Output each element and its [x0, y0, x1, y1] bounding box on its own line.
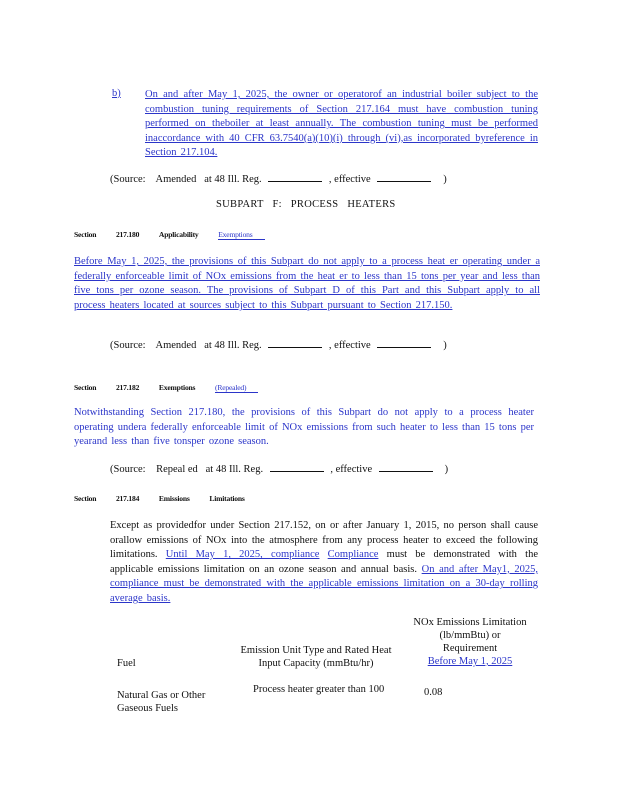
table-cell-limit: 0.08 [424, 687, 443, 698]
para-184-inserted-1: Until May 1, 2025, compliance [165, 549, 320, 561]
blank-line [270, 462, 324, 472]
para-184-plain: Except as providedfor under Section 217.152, on or after January 1, 2015, no person shall cause orallow emissions of NOx into the atmosphere from any process heater to exceed the following limitations. [110, 520, 538, 561]
section-word: Section [74, 383, 97, 392]
para-184-inserted-3: On and after May1, 2025, compliance must be demonstrated with the applicable emissions limitation on a 30-day rolling average basis. [110, 563, 539, 604]
section-heading-180 [74, 230, 283, 240]
para-182: Notwithstanding Section 217.180, the provisions of this Subpart do not apply to a process heater operating undera federally enforceable limit of NOx emissions from such heater to less than 15 tons per yearand less than five tonsper ozone season. [74, 407, 534, 448]
source-note [110, 462, 448, 475]
table-header-fuel: Fuel [117, 658, 136, 669]
section-tag: (Repealed) [215, 383, 258, 393]
section-title-2: Limitations [209, 494, 245, 503]
source-action: Repeal ed [156, 464, 198, 475]
section-word: Section [74, 494, 97, 503]
source-reg: at 48 Ill. Reg. [204, 174, 262, 185]
source-note [110, 338, 447, 351]
section-heading-184 [74, 494, 263, 503]
source-prefix: (Source: [110, 464, 146, 475]
section-word: Section [74, 230, 97, 239]
source-reg: at 48 Ill. Reg. [204, 340, 262, 351]
section-number: 217.184 [115, 494, 140, 503]
para-b-marker: b) [112, 88, 121, 99]
source-prefix: (Source: [110, 174, 146, 185]
subpart-heading: SUBPART F: PROCESS HEATERS [216, 199, 396, 210]
section-title: Emissions [158, 494, 190, 503]
source-note [110, 172, 447, 185]
para-184-inserted-2: Compliance [327, 549, 379, 561]
blank-line [377, 338, 431, 348]
section-number: 217.182 [115, 383, 140, 392]
source-reg: at 48 Ill. Reg. [205, 464, 264, 475]
header-limit-line3: Requirement [442, 643, 498, 654]
section-tag: Exemptions [218, 230, 264, 240]
table-cell-unit: Process heater greater than 100 [253, 684, 385, 695]
blank-line [377, 172, 431, 182]
header-limit-line1: NOx Emissions Limitation [413, 617, 527, 628]
source-action: Amended [155, 340, 197, 351]
blank-line [268, 172, 322, 182]
section-title: Exemptions [158, 383, 196, 392]
source-effective: , effective [328, 340, 371, 351]
table-cell-fuel: Natural Gas or Other Gaseous Fuels [117, 690, 206, 714]
blank-line [268, 338, 322, 348]
para-b-text: On and after May 1, 2025, the owner or operatorof an industrial boiler subject to the combustion tuning requirements of Section 217.164 must have combustion tuning performed on theboiler at least annually. The combustion tuning must be performed inaccordance with 40 CFR 63.7540(a)(10)(i) through (vi),as incorporated byreference in Section 217.104. [145, 89, 538, 159]
para-184 [110, 519, 538, 607]
source-close: ) [444, 464, 449, 475]
source-action: Amended [155, 174, 197, 185]
source-effective: , effective [330, 464, 373, 475]
section-title: Applicability [158, 230, 199, 239]
section-number: 217.180 [115, 230, 140, 239]
blank-line [379, 462, 433, 472]
header-limit-line2: (lb/mmBtu) or [439, 630, 501, 641]
source-close: ) [443, 340, 447, 351]
para-180: Before May 1, 2025, the provisions of this Subpart do not apply to a process heat er operating under a federally enforceable limit of NOx emissions from the heat er to less than 15 tons per year and less than five tons per ozone season. The provisions of Subpart D of this Part and this Subpart apply to all process heaters located at sources subject to this Subpart pursuant to Section 217.150. [74, 256, 540, 311]
header-limit-inserted: Before May 1, 2025 [427, 656, 513, 667]
table-header-unit: Emission Unit Type and Rated Heat Input Capacity (mmBtu/hr) [240, 645, 392, 669]
source-prefix: (Source: [110, 340, 146, 351]
source-close: ) [443, 174, 447, 185]
table-header-limit [395, 616, 545, 668]
source-effective: , effective [328, 174, 371, 185]
section-heading-182 [74, 383, 276, 393]
para-184-plain-2: must be demonstrated with the applicable emissions limitation on an ozone season and annual basis. [110, 549, 538, 575]
